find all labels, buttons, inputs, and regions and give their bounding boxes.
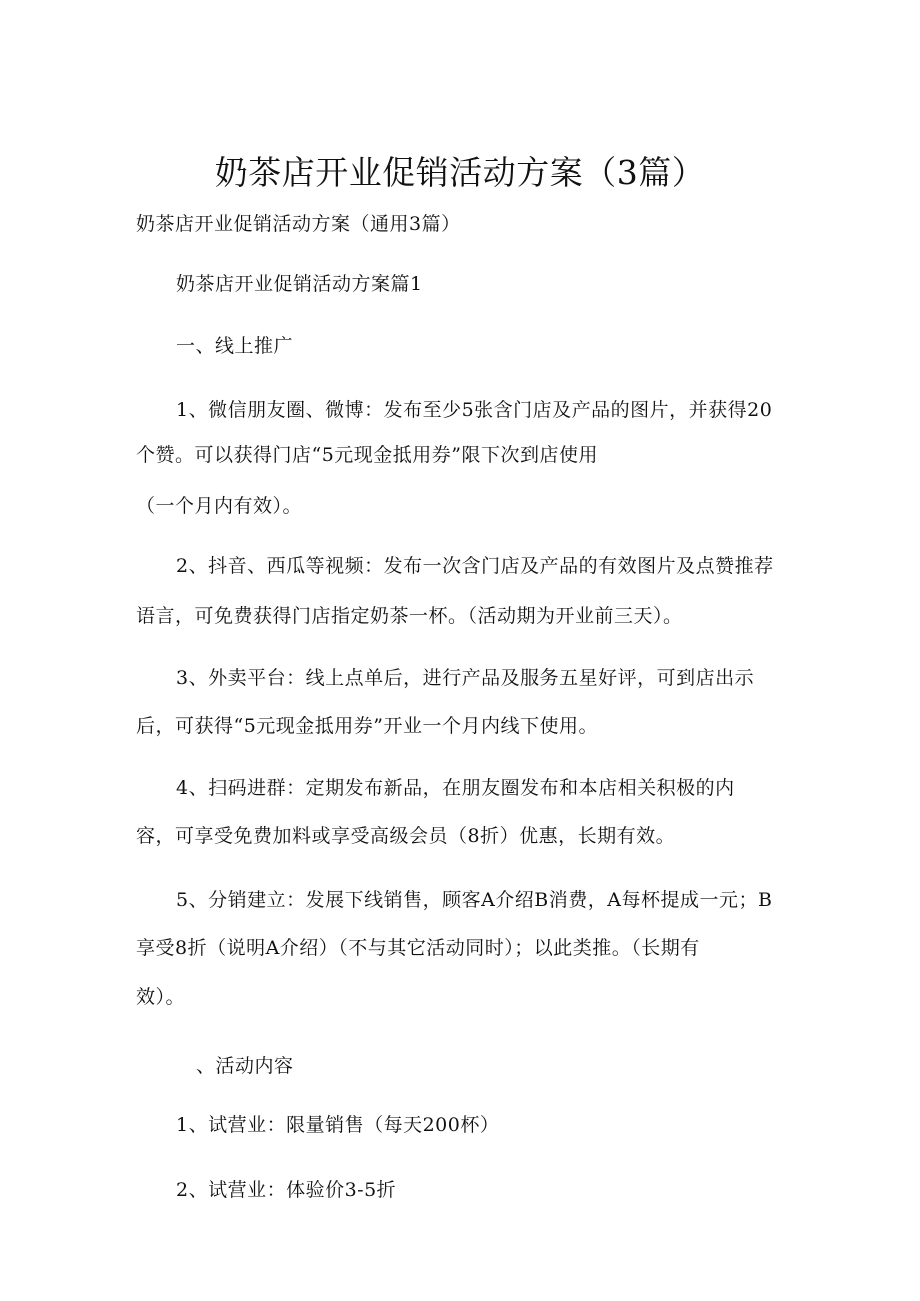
item3-line1: 3、外卖平台：线上点单后，进行产品及服务五星好评，可到店出示 bbox=[176, 667, 755, 689]
document-title: 奶茶店开业促销活动方案（3篇） bbox=[214, 153, 706, 192]
part2-heading: 、活动内容 bbox=[196, 1055, 294, 1077]
section-heading: 奶茶店开业促销活动方案篇1 bbox=[176, 273, 423, 295]
item4-line2: 容，可享受免费加料或享受高级会员（8折）优惠，长期有效。 bbox=[136, 825, 676, 847]
part2-item1: 1、试营业：限量销售（每天200杯） bbox=[176, 1114, 500, 1136]
item1-line3: （一个月内有效）。 bbox=[136, 495, 303, 517]
item3-line2: 后，可获得“5元现金抵用券”开业一个月内线下使用。 bbox=[136, 715, 599, 737]
item1-line2: 个赞。可以获得门店“5元现金抵用券”限下次到店使用 bbox=[136, 444, 599, 466]
item4-line1: 4、扫码进群：定期发布新品，在朋友圈发布和本店相关积极的内 bbox=[176, 777, 735, 799]
item2-line2: 语言，可免费获得门店指定奶茶一杯。（活动期为开业前三天）。 bbox=[136, 605, 683, 627]
item5-line2: 享受8折（说明A介绍）（不与其它活动同时）；以此类推。（长期有 bbox=[136, 937, 700, 959]
item5-line3: 效）。 bbox=[136, 986, 186, 1008]
part1-heading: 一、线上推广 bbox=[176, 335, 294, 357]
item2-line1: 2、抖音、西瓜等视频：发布一次含门店及产品的有效图片及点赞推荐 bbox=[176, 555, 774, 577]
part2-item2: 2、试营业：体验价3-5折 bbox=[176, 1179, 397, 1201]
document-subtitle: 奶茶店开业促销活动方案（通用3篇） bbox=[136, 213, 461, 235]
item1-line1: 1、微信朋友圈、微博：发布至少5张含门店及产品的图片，并获得20 bbox=[176, 399, 773, 421]
item5-line1: 5、分销建立：发展下线销售，顾客A介绍B消费，A每杯提成一元；B bbox=[176, 889, 773, 911]
